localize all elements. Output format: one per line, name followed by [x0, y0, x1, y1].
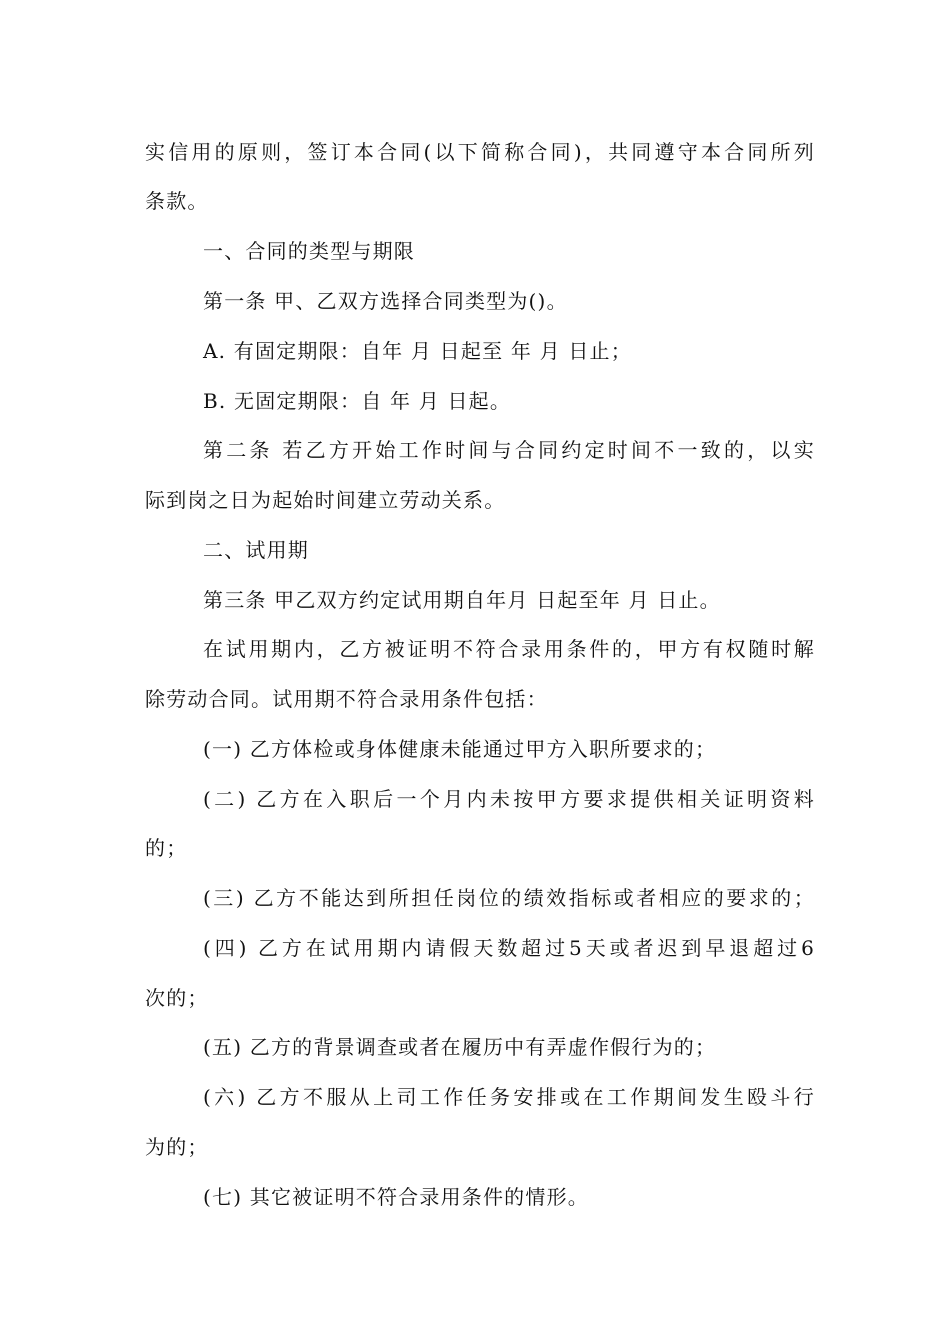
- condition-6-line-1: (六) 乙方不服从上司工作任务安排或在工作期间发生殴斗行: [203, 1085, 815, 1109]
- condition-7: (七) 其它被证明不符合录用条件的情形。: [203, 1185, 589, 1209]
- condition-4-line-1: (四) 乙方在试用期内请假天数超过5天或者迟到早退超过6: [203, 936, 815, 960]
- condition-5: (五) 乙方的背景调查或者在履历中有弄虚作假行为的；: [203, 1035, 717, 1059]
- article-2-line-2: 际到岗之日为起始时间建立劳动关系。: [145, 488, 506, 512]
- condition-2-line-2: 的；: [145, 836, 188, 860]
- paragraph-line: 条款。: [145, 189, 209, 213]
- condition-2-line-1: (二) 乙方在入职后一个月内未按甲方要求提供相关证明资料: [203, 787, 815, 811]
- section-heading-probation: 二、试用期: [203, 538, 309, 562]
- option-a: A. 有固定期限：自年 月 日起至 年 月 日止；: [203, 339, 632, 363]
- condition-3: (三) 乙方不能达到所担任岗位的绩效指标或者相应的要求的；: [203, 886, 815, 910]
- section-heading-contract-type: 一、合同的类型与期限: [203, 239, 415, 263]
- condition-6-line-2: 为的；: [145, 1135, 209, 1159]
- article-3: 第三条 甲乙双方约定试用期自年月 日起至年 月 日止。: [203, 588, 721, 612]
- probation-paragraph-line-1: 在试用期内，乙方被证明不符合录用条件的，甲方有权随时解: [203, 637, 815, 661]
- option-b: B. 无固定期限：自 年 月 日起。: [203, 389, 512, 413]
- probation-paragraph-line-2: 除劳动合同。试用期不符合录用条件包括：: [145, 687, 548, 711]
- condition-1: (一) 乙方体检或身体健康未能通过甲方入职所要求的；: [203, 737, 717, 761]
- paragraph-line: 实信用的原则，签订本合同(以下简称合同)，共同遵守本合同所列: [145, 140, 815, 164]
- article-2-line-1: 第二条 若乙方开始工作时间与合同约定时间不一致的，以实: [203, 438, 815, 462]
- article-1: 第一条 甲、乙双方选择合同类型为()。: [203, 289, 568, 313]
- condition-4-line-2: 次的；: [145, 986, 209, 1010]
